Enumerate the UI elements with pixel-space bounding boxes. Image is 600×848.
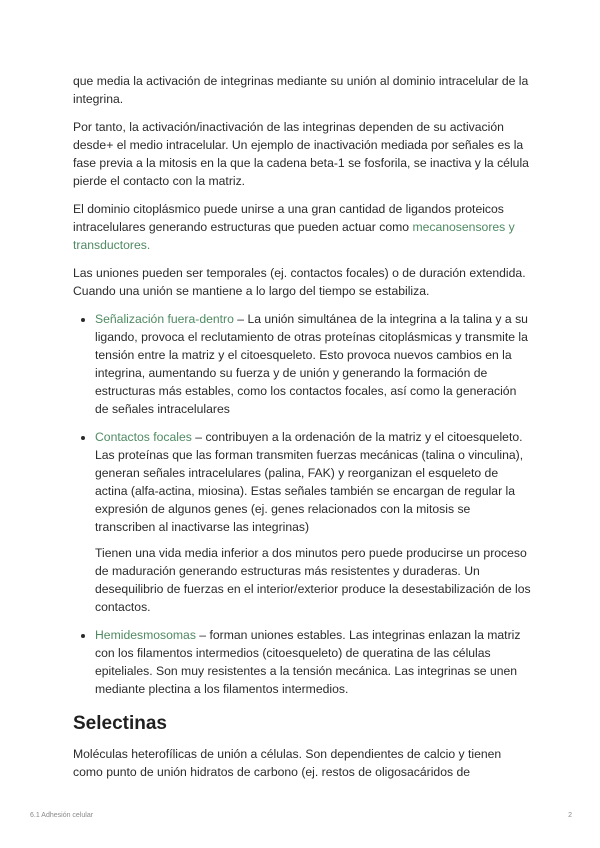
page-content bbox=[73, 72, 531, 791]
footer-title: 6.1 Adhesión celular bbox=[30, 812, 94, 819]
list-item-hemidesmosomas bbox=[95, 626, 531, 698]
list-item-extra-paragraph: Tienen una vida media inferior a dos minutos pero puede producirse un proceso de maduración generando estructuras más resistentes y duraderas. Un desequilibrio de fuerzas en el interior/exterior produce la desestabilización de los contactos. bbox=[95, 546, 531, 614]
list-item-text: – La unión simultánea de la integrina a la talina y a su ligando, provoca el reclutamiento de otras proteínas citoplásmicas y transmite la tensión entre la matriz y el citoesqueleto. Esto provoca nuevos cambios en la integrina, aumentando su fuerza y de unión y generando la formación de estructuras más estables, como los contactos focales, así como la generación de señales intracelulares bbox=[95, 312, 528, 416]
paragraph-3 bbox=[73, 200, 531, 254]
paragraph-1: que media la activación de integrinas mediante su unión al dominio intracelular de la integrina. bbox=[73, 74, 529, 106]
mecanosensores-link[interactable]: mecanosensores y transductores. bbox=[73, 220, 515, 252]
list-item-contactos bbox=[95, 428, 531, 616]
term-senalizacion[interactable]: Señalización fuera-dentro bbox=[95, 312, 234, 326]
section-paragraph: Moléculas heterofílicas de unión a células. Son dependientes de calcio y tienen como punto de unión hidratos de carbono (ej. restos de oligosacáridos de bbox=[73, 747, 502, 779]
list-item-text: – contribuyen a la ordenación de la matriz y el citoesqueleto. Las proteínas que las forman transmiten fuerzas mecánicas (talina o vinculina), generan señales intracelulares (palina, FAK) y reorganizan el esqueleto de actina (alfa-actina, miosina). Estas señales también se encargan de regular la expresión de algunos genes (ej. genes relacionados con la mitosis se transcriben al inactivarse las integrinas) bbox=[95, 430, 524, 534]
list-item-text: – forman uniones estables. Las integrinas enlazan la matriz con los filamentos intermedios (citoesqueleto) de queratina de las células epiteliales. Son muy resistentes a la tensión mecánica. Las integrinas se unen mediante plectina a los filamentos intermedios. bbox=[95, 628, 521, 696]
paragraph-2: Por tanto, la activación/inactivación de las integrinas dependen de su activación desde+ el medio intracelular. Un ejemplo de inactivación mediada por señales es la fase previa a la mitosis en la que la cadena beta-1 se fosforila, se inactiva y la célula pierde el contacto con la matriz. bbox=[73, 120, 529, 188]
term-hemidesmosomas[interactable]: Hemidesmosomas bbox=[95, 628, 196, 642]
bullet-list bbox=[73, 310, 531, 698]
term-contactos-focales[interactable]: Contactos focales bbox=[95, 430, 192, 444]
paragraph-3-text: El dominio citoplásmico puede unirse a una gran cantidad de ligandos proteicos intracelulares generando estructuras que pueden actuar como bbox=[73, 202, 504, 234]
section-heading: Selectinas bbox=[73, 713, 167, 734]
list-item-senalizacion bbox=[95, 310, 531, 418]
paragraph-4: Las uniones pueden ser temporales (ej. contactos focales) o de duración extendida. Cuando una unión se mantiene a lo largo del tiempo se estabiliza. bbox=[73, 266, 526, 298]
page-number: 2 bbox=[568, 812, 572, 819]
